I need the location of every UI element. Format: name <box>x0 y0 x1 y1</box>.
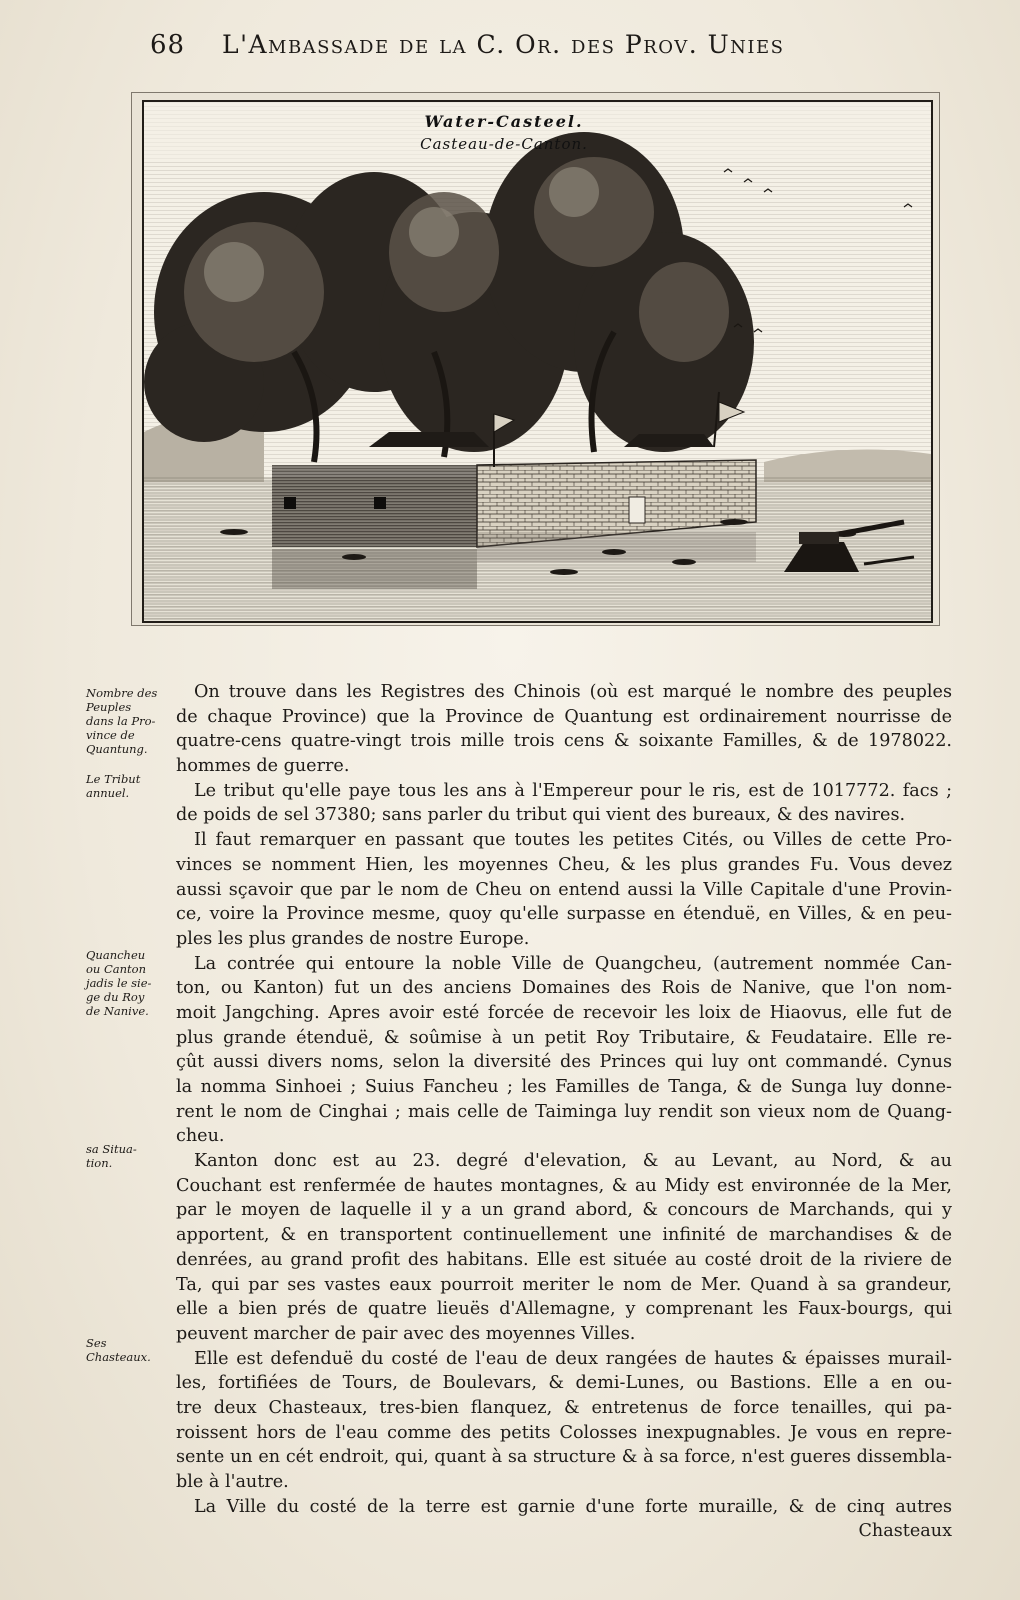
text-line: Il faut remarquer en passant que toutes les petites Cités, ou Villes de cette Pro- <box>194 830 952 851</box>
text-line: Kanton donc est au 23. degré d'elevation, & au Levant, au Nord, & au <box>194 1151 952 1172</box>
running-title: L'Ambassade de la C. Or. des Prov. Unies <box>222 30 785 59</box>
margin-note-line: Le Tribut <box>86 772 141 786</box>
page-header <box>150 30 870 66</box>
text-line: Elle est defenduë du costé de l'eau de deux rangées de hautes & épaisses murail- <box>194 1348 952 1369</box>
margin-note-chasteaux <box>86 1336 172 1364</box>
margin-note-line: ou Canton <box>86 962 146 976</box>
engraving-plate <box>131 92 940 626</box>
margin-note-line: Quantung. <box>86 742 148 756</box>
text-line: Le tribut qu'elle paye tous les ans à l'Empereur pour le ris, est de 1017772. facs ; <box>194 780 952 801</box>
margin-note-line: Nombre des <box>86 686 158 700</box>
margin-note-line: sa Situa- <box>86 1142 137 1156</box>
margin-note-line: Ses <box>86 1336 107 1350</box>
text-line: par le moyen de laquelle il y a un grand abord, & concours de Marchands, qui y <box>176 1200 952 1221</box>
margin-note-tribute <box>86 772 172 800</box>
text-line: tre deux Chasteaux, tres-bien flanquez, & entretenus de force tenailles, qui pa- <box>176 1397 952 1418</box>
margin-note-line: jadis le sie- <box>86 976 152 990</box>
text-line: ble à l'autre. <box>176 1472 289 1492</box>
margin-note-line: tion. <box>86 1156 113 1170</box>
text-line: de chaque Province) que la Province de Quantung est ordinairement nourrisse de <box>176 706 952 727</box>
margin-note-line: ge du Roy <box>86 990 145 1004</box>
catchword: Chasteaux <box>858 1521 952 1542</box>
text-line: aussi sçavoir que par le nom de Cheu on entend aussi la Ville Capitale d'une Provin- <box>176 879 952 900</box>
text-line: Ta, qui par ses vastes eaux pourroit meriter le nom de Mer. Quand à sa grandeur, <box>176 1274 952 1295</box>
margin-note-line: Chasteaux. <box>86 1350 151 1364</box>
page-number: 68 <box>150 30 186 60</box>
text-line: La Ville du costé de la terre est garnie d'une forte muraille, & de cinq autres <box>194 1496 952 1517</box>
castle-illustration <box>144 102 931 621</box>
margin-note-line: dans la Pro- <box>86 714 156 728</box>
text-line: denrées, au grand profit des habitans. Elle est située au costé droit de la riviere de <box>176 1249 952 1270</box>
text-line: ce, voire la Province mesme, quoy qu'elle surpasse en étenduë, en Villes, & en peu- <box>176 904 952 925</box>
text-line: peuvent marcher de pair avec des moyennes Villes. <box>176 1323 636 1344</box>
text-line: ples les plus grandes de nostre Europe. <box>176 928 530 949</box>
margin-note-line: Peuples <box>86 700 132 714</box>
margin-note-population <box>86 686 172 756</box>
text-line: ton, ou Kanton) fut un des anciens Domaines des Rois de Nanive, que l'on nom- <box>176 978 952 999</box>
text-line: roissent hors de l'eau comme des petits Colosses inexpugnables. Je vous en repre- <box>176 1422 952 1443</box>
margin-note-line: de Nanive. <box>86 1004 149 1018</box>
text-line: les, fortifiées de Tours, de Boulevars, & demi-Lunes, ou Bastions. Elle a en ou- <box>176 1373 952 1394</box>
margin-note-quancheu <box>86 948 172 1018</box>
body-text <box>176 680 952 1544</box>
text-line: vinces se nomment Hien, les moyennes Cheu, & les plus grandes Fu. Vous devez <box>176 854 952 875</box>
castle-engraving <box>142 100 933 623</box>
margin-note-line: vince de <box>86 728 135 742</box>
plate-title-french: Casteau-de-Canton. <box>420 135 588 153</box>
text-line: On trouve dans les Registres des Chinois (où est marqué le nombre des peuples <box>194 682 952 702</box>
text-line: la nomma Sinhoei ; Suius Fancheu ; les Familles de Tanga, & de Sunga luy donne- <box>176 1077 952 1097</box>
text-line: çût aussi divers noms, selon la diversité des Princes qui luy ont commandé. Cynus <box>176 1052 952 1073</box>
text-line: apportent, & en transportent continuellement une infinité de marchandises & de <box>176 1225 952 1246</box>
margin-note-line: annuel. <box>86 786 130 800</box>
text-line: sente un en cét endroit, qui, quant à sa structure & à sa force, n'est gueres dissembla- <box>176 1447 952 1468</box>
text-line: rent le nom de Cinghai ; mais celle de Taiminga luy rendit son vieux nom de Quang- <box>176 1101 952 1122</box>
text-line: hommes de guerre. <box>176 756 350 777</box>
text-line: de poids de sel 37380; sans parler du tribut qui vient des bureaux, & des navires. <box>176 805 906 826</box>
text-line: cheu. <box>176 1126 225 1147</box>
margin-note-line: Quancheu <box>86 948 146 962</box>
text-line: La contrée qui entoure la noble Ville de Quangcheu, (autrement nommée Can- <box>194 953 952 974</box>
text-line: Couchant est renfermée de hautes montagnes, & au Midy est environnée de la Mer, <box>176 1175 952 1196</box>
plate-title-dutch: Water-Casteel. <box>424 112 584 131</box>
text-line: plus grande étenduë, & soûmise à un petit Roy Tributaire, & Feudataire. Elle re- <box>176 1027 952 1048</box>
margin-note-situation <box>86 1142 172 1170</box>
text-line: quatre-cens quatre-vingt trois mille trois cens & soixante Familles, & de 1978022. <box>176 731 952 752</box>
text-line: moit Jangching. Apres avoir esté forcée de recevoir les loix de Hiaovus, elle fut de <box>176 1002 952 1023</box>
text-line: elle a bien prés de quatre lieuës d'Allemagne, y comprenant les Faux-bourgs, qui <box>176 1299 952 1320</box>
